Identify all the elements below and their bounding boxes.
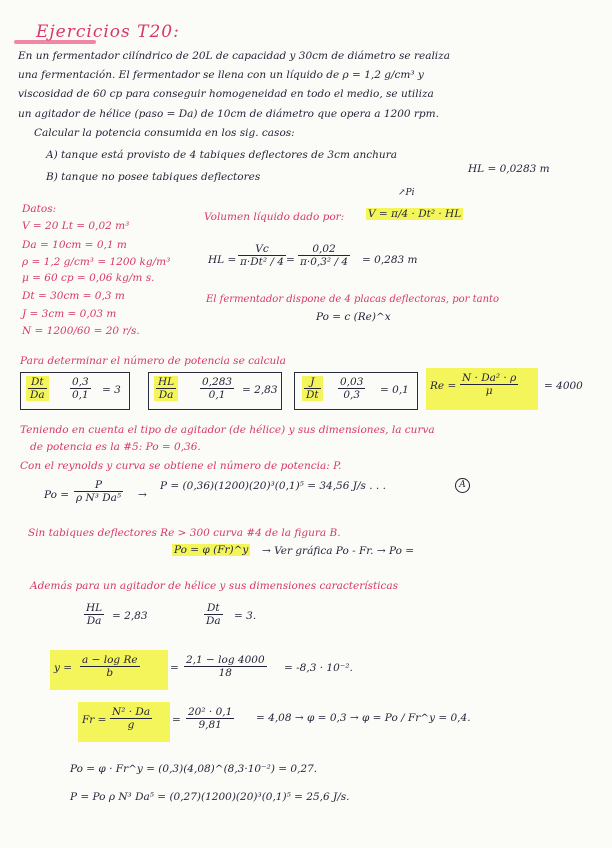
case-a: A) tanque está provisto de 4 tabiques deflectores de 3cm anchura <box>46 149 397 161</box>
volumen-label: Volumen líquido dado por: <box>204 211 345 223</box>
fermentador-note: El fermentador dispone de 4 placas deflectoras, por tanto <box>206 294 500 305</box>
y-fraction-values: $\frac{2,1 - \log 4000}{18}$ <box>186 654 265 679</box>
ratio-1: $\frac{Dt}{Da}$ <box>26 376 49 401</box>
reynolds-line: Con el reynolds y curva se obtiene el número de potencia: P. <box>20 460 342 472</box>
po-lhs: Po = <box>44 489 70 501</box>
statement-line: un agitador de hélice (paso = Da) de 10cm de diámetro que opera a 1200 rpm. <box>18 108 439 120</box>
teniendo-line: de potencia es la #5: Po = 0,36. <box>30 441 201 453</box>
final-power: P = Po ρ N³ Da⁵ = (0,27)(1200)(20)³(0,1)⁵ = 25,6 J/s. <box>70 791 350 803</box>
ratio-2: $\frac{HL}{Da}$ <box>154 376 178 401</box>
ademas-line: Además para un agitador de hélice y sus dimensiones características <box>30 580 399 592</box>
final-po: Po = φ · Fr^y = (0,3)(4,08)^(8,3·10⁻²) = 0,27. <box>70 763 318 775</box>
po-fraction: $\frac{P}{\text{ρ N³ Da⁵}}$ <box>76 479 122 504</box>
dato-j: J = 3cm = 0,03 m <box>22 308 117 320</box>
statement-line: Calcular la potencia consumida en los sig. casos: <box>34 127 295 139</box>
dato-viscosity: μ = 60 cp = 0,06 kg/m s. <box>22 272 155 284</box>
power-a: P = (0,36)(1200)(20)³(0,1)⁵ = 34,56 J/s . . . <box>160 480 386 492</box>
dato-n: N = 1200/60 = 20 r/s. <box>22 325 140 337</box>
re-result: = 4000 <box>544 380 583 392</box>
fr-result: = 4,08 → φ = 0,3 → φ = Po / Fr^y = 0,4. <box>256 712 471 724</box>
y-result: = -8,3 · 10⁻². <box>284 662 353 674</box>
po-fr-formula: Po = φ (Fr)^y <box>174 544 249 556</box>
po-relation: Po = c (Re)^x <box>316 311 391 323</box>
statement-line: una fermentación. El fermentador se llena con un líquido de ρ = 1,2 g/cm³ y <box>18 69 424 81</box>
volumen-formula: V = π/4 · Dt² · HL <box>368 208 462 220</box>
hl-result: = 0,283 m <box>362 254 418 266</box>
fr-fraction-values: $\frac{\text{20² · 0,1}}{9,81}$ <box>188 706 233 731</box>
page-title: Ejercicios T20: <box>36 22 180 42</box>
ratio2-2: $\frac{Dt}{Da}$ <box>206 602 221 627</box>
para-determinar: Para determinar el número de potencia se calcula <box>20 355 286 367</box>
hl-fraction-1: $\frac{Vc}{\text{π·Dt² / 4}}$ <box>240 243 284 268</box>
teniendo-line: Teniendo en cuenta el tipo de agitador (de hélice) y sus dimensiones, la curva <box>20 424 435 436</box>
hl-fraction-2: $\frac{0,02}{\text{π·0,3² / 4}}$ <box>300 243 349 268</box>
y-lhs: y = <box>54 662 73 674</box>
dato-volume: V = 20 Lt = 0,02 m³ <box>22 220 130 232</box>
sin-tabiques-line: Sin tabiques deflectores Re > 300 curva #4 de la figura B. <box>28 527 341 539</box>
notebook-page: Ejercicios T20: En un fermentador cilíndrico de 20L de capacidad y 30cm de diámetro se realiza una fermentación. El fermentador se llena con un líquido de ρ = 1,2 g/cm³ y viscosidad de 60 cp para conseguir homogeneidad en todo el medio, se utiliza un agitador de hélice (paso = Da) de 10cm de diámetro que opera a 1200 rpm. Calcular la potencia consumida en los sig. casos: A) tanque está provisto de 4 tabiques deflectores de 3cm anchura B) tanque no posee tabiques deflectores HL = 0,0283 m ↗Pi Datos: V = 20 Lt = 0,02 m³ Da = 10cm = 0,1 m ρ = 1,2 g/cm³ = 1200 kg/m³ μ = 60 cp = 0,06 kg/m s. Dt = 30cm = 0,3 m J = 3cm = 0,03 m N = 1200/60 = 20 r/s. Volumen líquido dado por: V = π/4 · Dt² · HL HL = $\frac{Vc}{\text{π·Dt² / 4}}$ = $\frac{0,02}{\text{π·0,3² / 4}}$ = 0,283 m El fermentador dispone de 4 placas deflectoras, por tanto Po = c (Re)^x Para determinar el número de potencia se calcula $\frac{Dt}{Da}$ $\frac{0,3}{0,1}$ = 3 $\frac{HL}{Da}$ $\frac{0,283}{0,1}$ = 2,83 $\frac{J}{Dt}$ $\frac{0,03}{0,3}$ = 0,1 Re = $\frac{\text{N · Da² · ρ}}{\mu}$ = 4000 Teniendo en cuenta el tipo de agitador (de hélice) y sus dimensiones, la curva de potencia es la #5: Po = 0,36. Con el reynolds y curva se obtiene el número de potencia: P. Po = $\frac{P}{\text{ρ N³ Da⁵}}$ → P = (0,36)(1200)(20)³(0,1)⁵ = 34,56 J/s . . . A Sin tabiques deflectores Re > 300 curva #4 de la figura B. Po = φ (Fr)^y → Ver gráfica Po - Fr. → Po = Además para un agitador de hélice y sus dimensiones características $\frac{HL}{Da}$ = 2,83 $\frac{Dt}{Da}$ = 3. y = $\frac{\text{a − log Re}}{b}$ = $\frac{2,1 - \log 4000}{18}$ = -8,3 · 10⁻². Fr = $\frac{\text{N² · Da}}{g}$ = $\frac{\text{20² · 0,1}}{9,81}$ = 4,08 → φ = 0,3 → φ = Po / Fr^y = 0,4. Po = φ · Fr^y = (0,3)(4,08)^(8,3·10⁻²) = 0,27. P = Po ρ N³ Da⁵ = (0,27)(1200)(20)³(0,1)⁵ = 25,6 J/s. <box>0 0 612 848</box>
dato-dt: Dt = 30cm = 0,3 m <box>22 290 125 302</box>
re-fraction: $\frac{\text{N · Da² · ρ}}{\mu}$ <box>462 372 517 397</box>
pi-sidenote: ↗Pi <box>398 188 415 198</box>
hl-lhs: HL = <box>208 254 237 266</box>
re-lhs: Re = <box>430 380 457 392</box>
y-fraction: $\frac{\text{a − log Re}}{b}$ <box>82 654 138 679</box>
statement-line: En un fermentador cilíndrico de 20L de capacidad y 30cm de diámetro se realiza <box>18 50 450 62</box>
datos-heading: Datos: <box>22 203 57 215</box>
fr-fraction: $\frac{\text{N² · Da}}{g}$ <box>112 706 151 731</box>
dato-density: ρ = 1,2 g/cm³ = 1200 kg/m³ <box>22 256 171 268</box>
dato-da: Da = 10cm = 0,1 m <box>22 239 127 251</box>
po-fr-rest: → Ver gráfica Po - Fr. → Po = <box>262 545 415 557</box>
statement-line: viscosidad de 60 cp para conseguir homogeneidad en todo el medio, se utiliza <box>18 88 434 100</box>
case-b: B) tanque no posee tabiques deflectores <box>46 171 261 183</box>
ratio-3: $\frac{J}{Dt}$ <box>302 376 323 401</box>
fr-lhs: Fr = <box>82 714 107 726</box>
hl-sidenote: HL = 0,0283 m <box>468 163 550 175</box>
ratio2-1: $\frac{HL}{Da}$ <box>86 602 103 627</box>
circle-a-mark: A <box>455 478 470 493</box>
